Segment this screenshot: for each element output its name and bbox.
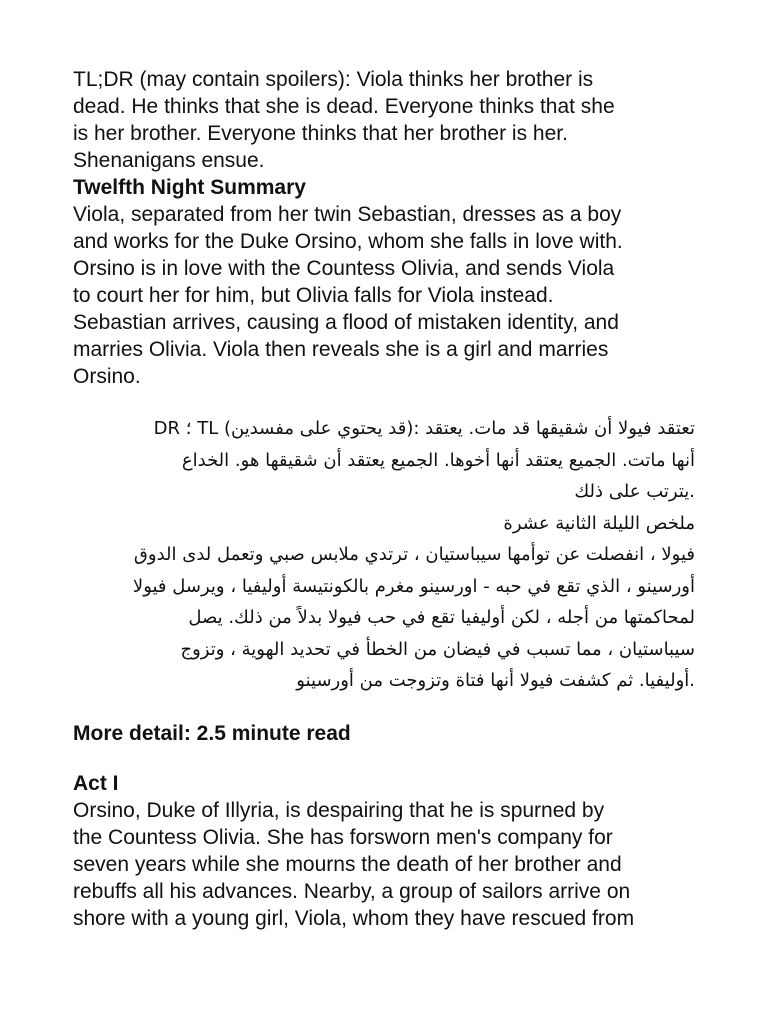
arabic-translation (73, 413, 695, 697)
arabic-line: أورسينو ، الذي تقع في حبه - اورسينو مغرم بالكونتيسة أوليفيا ، ويرسل فيولا (132, 575, 695, 597)
arabic-line: تعتقد فيولا أن شقيقها قد مات. يعتقد :(قد يحتوي على مفسدين) TL ؛ DR (153, 418, 695, 439)
summary-paragraph: Viola, separated from her twin Sebastian, dresses as a boy and works for the Duke Orsino, whom she falls in love with. Orsino is in love with the Countess Olivia, and sends Viola to court her for him, but Olivia falls for Viola instead. Sebastian arrives, causing a flood of mistaken identity, and marries Olivia. Viola then reveals she is a girl and marries Orsino. (73, 203, 623, 388)
arabic-line: .يترتب على ذلك (574, 481, 695, 502)
tldr-paragraph: TL;DR (may contain spoilers): Viola thinks her brother is dead. He thinks that she is dead. Everyone thinks that she is her brother. Everyone thinks that her brother is her. Shenanigans ensue. (73, 68, 615, 172)
arabic-line: أنها ماتت. الجميع يعتقد أنها أخوها. الجميع يعتقد أن شقيقها هو. الخداع (181, 449, 695, 471)
act-heading: Act I (73, 771, 119, 795)
document-page (73, 66, 713, 932)
arabic-line: لمحاكمتها من أجله ، لكن أوليفيا تقع في حب فيولا بدلاً من ذلك. يصل (188, 607, 695, 628)
arabic-line: سيباستيان ، مما تسبب في فيضان من الخطأ في تحديد الهوية ، وتزوج (180, 638, 695, 660)
more-detail-heading: More detail: 2.5 minute read (73, 721, 351, 745)
spacer (73, 697, 713, 720)
arabic-line: فيولا ، انفصلت عن توأمها سيباستيان ، ترتدي ملابس صبي وتعمل لدى الدوق (133, 544, 695, 565)
act-paragraph: Orsino, Duke of Illyria, is despairing that he is spurned by the Countess Olivia. She has forsworn men's company for seven years while she mourns the death of her brother and rebuffs all his advances. Nearby, a group of sailors arrive on shore with a young girl, Viola, whom they have rescued from (73, 798, 635, 930)
spacer (73, 747, 713, 770)
summary-heading: Twelfth Night Summary (73, 176, 306, 199)
arabic-line: ملخص الليلة الثانية عشرة (503, 512, 695, 534)
arabic-line: .أوليفيا. ثم كشفت فيولا أنها فتاة وتزوجت من أورسينو (296, 670, 695, 691)
